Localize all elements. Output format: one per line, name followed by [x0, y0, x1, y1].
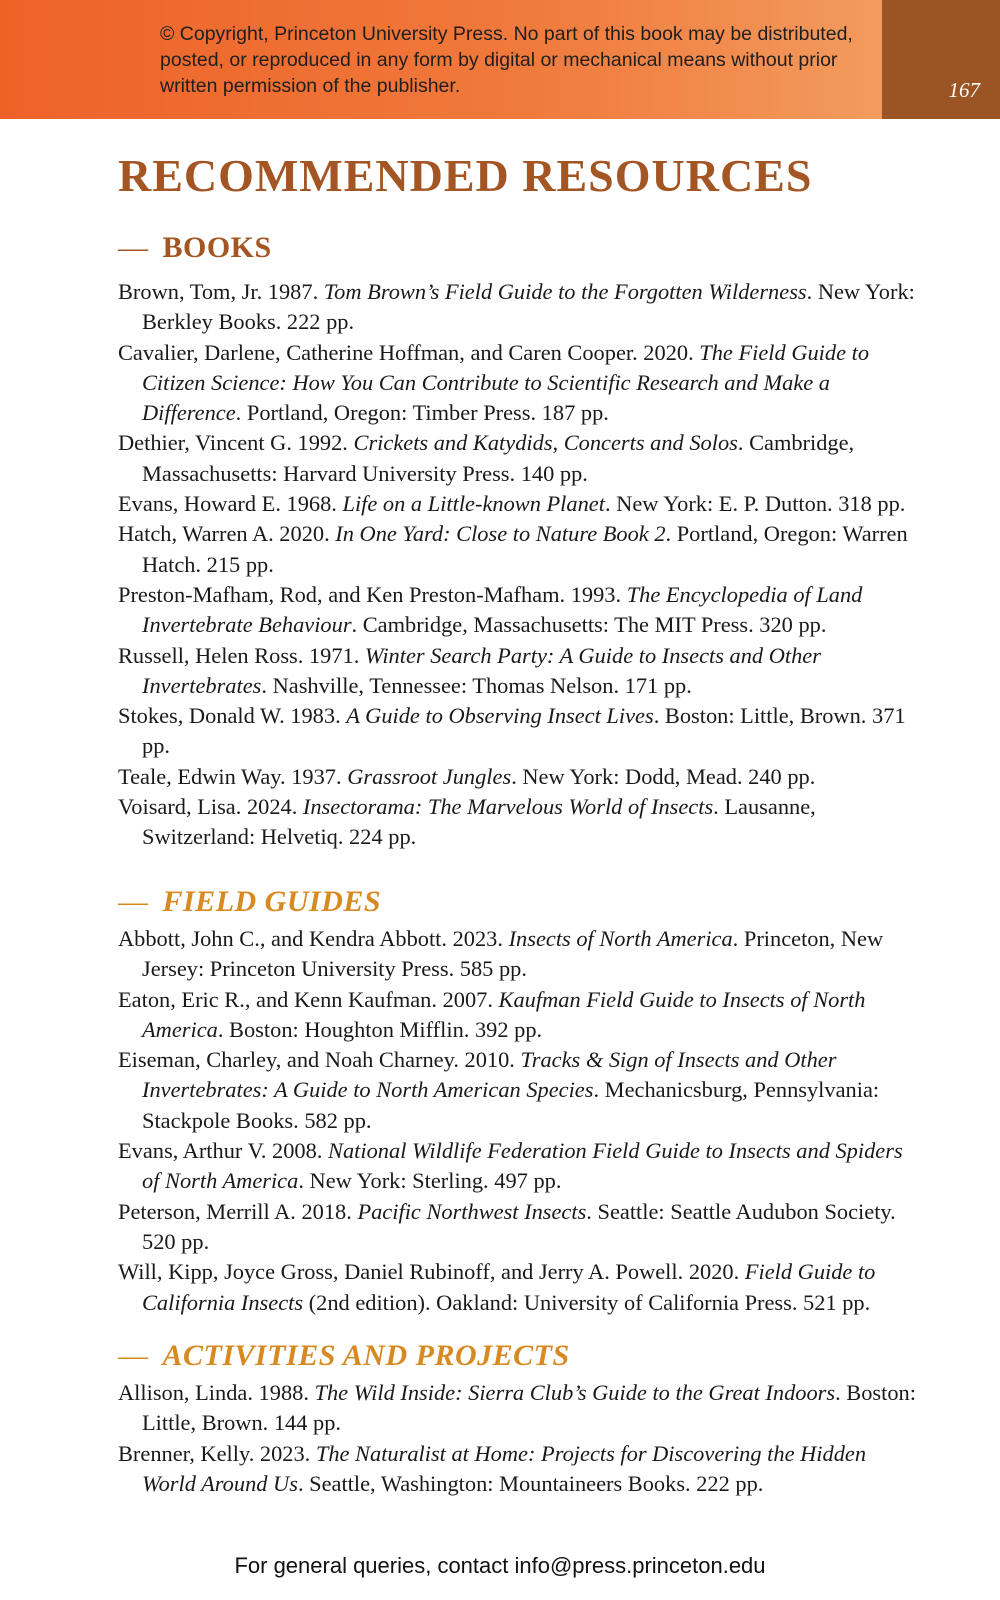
page-title: RECOMMENDED RESOURCES [118, 150, 813, 201]
section-heading-text: BOOKS [162, 231, 272, 264]
section-heading-activities-projects [118, 1338, 570, 1374]
reference-list-books [118, 277, 918, 853]
dash-icon: — [118, 231, 149, 264]
reference-entry: Voisard, Lisa. 2024. Insectorama: The Marvelous World of Insects. Lausanne, Switzerland: Helvetiq. 224 pp. [118, 794, 816, 850]
section-heading-text: FIELD GUIDES [162, 885, 382, 918]
reference-entry: Eaton, Eric R., and Kenn Kaufman. 2007. Kaufman Field Guide to Insects of North America. Boston: Houghton Mifflin. 392 pp. [118, 986, 866, 1042]
reference-entry: Allison, Linda. 1988. The Wild Inside: Sierra Club’s Guide to the Great Indoors. Boston: Little, Brown. 144 pp. [118, 1380, 916, 1436]
contact-footer: For general queries, contact info@press.princeton.edu [234, 1553, 766, 1578]
reference-entry: Hatch, Warren A. 2020. In One Yard: Close to Nature Book 2. Portland, Oregon: Warren Hatch. 215 pp. [118, 521, 908, 577]
reference-entry: Preston-Mafham, Rod, and Ken Preston-Mafham. 1993. The Encyclopedia of Land Invertebrate Behaviour. Cambridge, Massachusetts: The MIT Press. 320 pp. [118, 581, 863, 638]
copyright-banner [0, 0, 882, 119]
reference-list-activities [118, 1378, 918, 1499]
reference-entry: Teale, Edwin Way. 1937. Grassroot Jungles. New York: Dodd, Mead. 240 pp. [118, 763, 816, 789]
reference-entry: Russell, Helen Ross. 1971. Winter Search Party: A Guide to Insects and Other Invertebrates. Nashville, Tennessee: Thomas Nelson. 171 pp. [118, 642, 821, 698]
page-number: 167 [948, 78, 980, 102]
reference-entry: Brenner, Kelly. 2023. The Naturalist at Home: Projects for Discovering the Hidden World Around Us. Seattle, Washington: Mountaineers Books. 222 pp. [118, 1440, 867, 1496]
reference-entry: Eiseman, Charley, and Noah Charney. 2010. Tracks & Sign of Insects and Other Invertebrates: A Guide to North American Species. Mechanicsburg, Pennsylvania: Stackpole Books. 582 pp. [118, 1047, 880, 1133]
page-number-tab [882, 0, 1000, 119]
reference-entry: Will, Kipp, Joyce Gross, Daniel Rubinoff, and Jerry A. Powell. 2020. Field Guide to California Insects (2nd edition). Oakland: University of California Press. 521 pp. [118, 1259, 876, 1315]
reference-list-field-guides [118, 924, 918, 1318]
reference-entry: Stokes, Donald W. 1983. A Guide to Observing Insect Lives. Boston: Little, Brown. 371 pp. [118, 703, 906, 759]
reference-entry: Peterson, Merrill A. 2018. Pacific Northwest Insects. Seattle: Seattle Audubon Society. 520 pp. [118, 1198, 896, 1254]
copyright-notice: © Copyright, Princeton University Press. No part of this book may be distributed, posted, or reproduced in any form by digital or mechanical means without prior written permission of the publisher. [160, 23, 853, 97]
reference-entry: Dethier, Vincent G. 1992. Crickets and Katydids, Concerts and Solos. Cambridge, Massachusetts: Harvard University Press. 140 pp. [118, 430, 855, 486]
section-heading-field-guides [118, 884, 381, 920]
reference-entry: Abbott, John C., and Kendra Abbott. 2023. Insects of North America. Princeton, New Jersey: Princeton University Press. 585 pp. [118, 926, 884, 982]
dash-icon: — [118, 885, 149, 918]
reference-entry: Cavalier, Darlene, Catherine Hoffman, and Caren Cooper. 2020. The Field Guide to Citizen Science: How You Can Contribute to Scientific Research and Make a Difference. Portland, Oregon: Timber Press. 187 pp. [118, 339, 870, 426]
dash-icon: — [118, 1339, 149, 1372]
section-heading-text: ACTIVITIES AND PROJECTS [162, 1339, 570, 1372]
reference-entry: Evans, Arthur V. 2008. National Wildlife Federation Field Guide to Insects and Spiders of North America. New York: Sterling. 497 pp. [118, 1138, 903, 1194]
reference-entry: Brown, Tom, Jr. 1987. Tom Brown’s Field Guide to the Forgotten Wilderness. New York: Berkley Books. 222 pp. [118, 279, 915, 335]
section-heading-books [118, 230, 272, 266]
reference-entry: Evans, Howard E. 1968. Life on a Little-known Planet. New York: E. P. Dutton. 318 pp. [118, 491, 906, 517]
